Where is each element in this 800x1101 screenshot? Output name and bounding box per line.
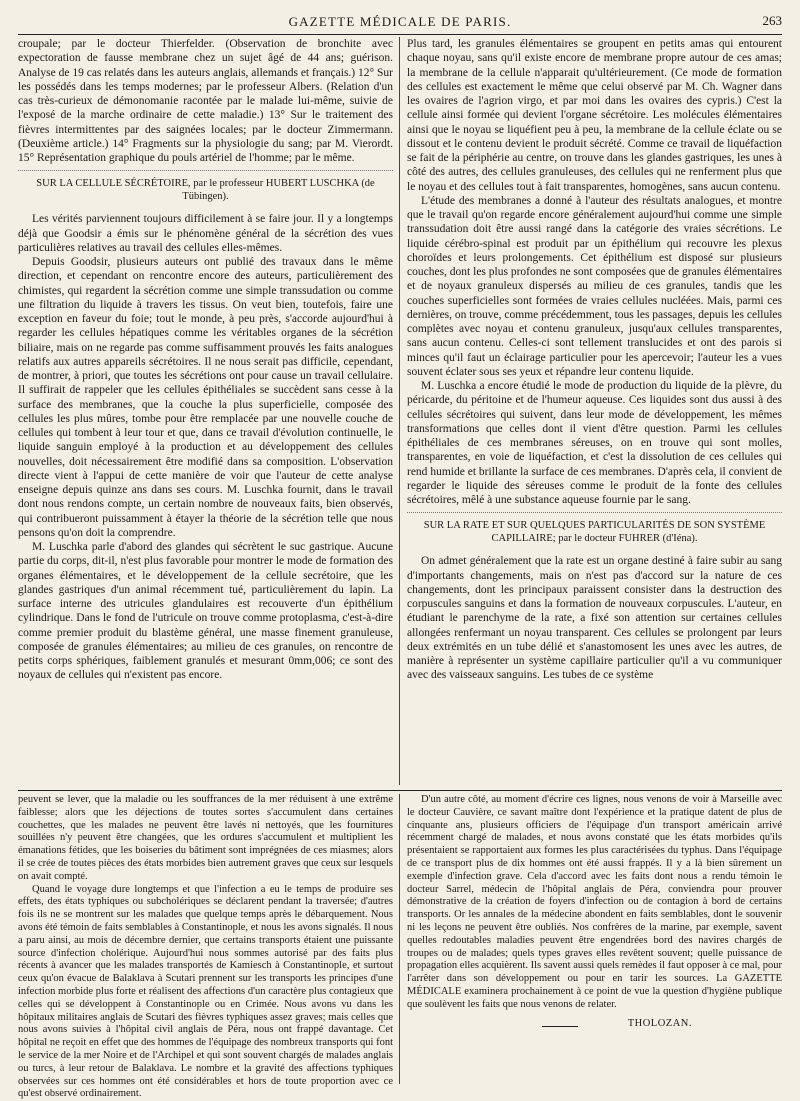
article-heading-luschka: SUR LA CELLULE SÉCRÉTOIRE, par le professeur HUBERT LUSCHKA (de Tübingen).: [36, 178, 375, 203]
paragraph: M. Luschka a encore étudié le mode de production du liquide de la plèvre, du péricarde, du péritoine et de l'humeur aqueuse. Ces liquides sont dus aussi à des cellules sécrétoires qui suivent, dans leur mode de développement, les mêmes transformations que celles dont il vient d'être question. Parmi les cellules épithéliales de ces membranes séreuses, on en trouve qui sont molles, transparentes, en voie de liquéfaction, et c'est la dissolution de ces cellules qui rend humide et brillante la surface de ces membranes. D'après cela, il convient de regarder le liquide des séreuses comme le produit de la fonte des cellules sécrétoires, mêlé à une substance aqueuse fournie par le sang.: [407, 380, 782, 506]
lower-right-column: [400, 794, 782, 1084]
article-heading-fuhrer: SUR LA RATE ET SUR QUELQUES PARTICULARITÉS DE SON SYSTÈME CAPILLAIRE; par le docteur FUHRER (d'Iéna).: [423, 520, 766, 545]
section-divider: [407, 512, 782, 513]
upper-left-column: [18, 37, 400, 785]
lower-columns: [18, 790, 782, 1100]
signature-row: [407, 1012, 782, 1034]
page-number: 263: [762, 13, 782, 28]
journal-title: GAZETTE MÉDICALE DE PARIS.: [288, 14, 512, 29]
paragraph: On admet généralement que la rate est un organe destiné à faire subir au sang d'importants changements, mais on n'est pas d'accord sur la nature de ces changements, dont les principaux paraissent consister dans la destruction des corpuscules sanguins et dans la formation de nouveaux corpuscules. L'auteur, en étudiant le parenchyme de la rate, a fixé son attention sur certaines cellules allongées renfermant un noyau transparent. Ces cellules se prolongent par leurs deux extrémités en un tube délié et s'anastomosent les unes avec les autres, de manière à représenter un système capillaire particulier qu'il a vu communiquer avec des vaisseaux sanguins. Les tubes de ce système: [407, 555, 782, 682]
paragraph: Plus tard, les granules élémentaires se groupent en petits amas qui entourent chaque noyau, sans qu'il existe encore de membrane propre autour de ces amas; la membrane de la cellule n'apparait qu'ultérieurement. (Ce mode de formation des cellules est exactement le même que celui observé par M. Ch. Wagner dans les ovaires de l'agrion virgo, et par moi dans les ovaires des cypris.) C'est la cellule ainsi formée qui devient l'organe sécrétoire. Les molécules élémentaires ainsi que le noyau se liquéfient peu à peu, la membrane de la cellule éclate ou se dissout et le contenu devient le produit sécrété. Comme ce travail de liquéfaction se fait de la périphérie au centre, on trouve dans les glandes gastriques, les unes à côté des autres, des cellules granuleuses, des cellules qui ne renferment plus que le noyau et des cellules tout à fait transparentes, homogènes, sans aucun contenu.: [407, 38, 782, 193]
paragraph: D'un autre côté, au moment d'écrire ces lignes, nous venons de voir à Marseille avec le docteur Cauvière, ce savant maître dont l'expérience et la pratique datent de plus de cinquante ans, plusieurs officiers de l'équipage d'un transport américain arrivé récemment chargé de malades, et nous avons constaté que les états morbides qu'ils présentaient se rapportaient aux formes les plus caractérisées du typhus. Dans l'équipage de ce transport plus de dix hommes ont été aussi frappés. Il y a là bien sûrement un exemple d'infection grave. Cela d'accord avec les faits dont nous a rendu témoin le docteur Sarrel, médecin de l'hôpital anglais de Péra, conviendra pour prouver démonstrative de la création de foyers d'infection ou de contagion à bord de certains transports. Or les annales de la médecine abondent en faits semblables, dont le souvenir ni les leçons ne peuvent être oubliés. Nos confrères de la marine, par exemple, savent quelles redoutables maladies peuvent être engendrées bord des navires chargés de troupes ou de malades; quels types graves elles revêtent souvent; quelle puissance de propagation elles acquièrent. Ils savent aussi quels remèdes il faut opposer à ce mal, pour l'arrêter dans son développement ou pour en tarir les sources. La GAZETTE MÉDICALE examinera prochainement à ce point de vue la question d'hygiène publique que soulèvent les faits que nous venons de relater.: [407, 794, 782, 1010]
upper-columns: [18, 37, 782, 785]
paragraph: peuvent se lever, que la maladie ou les souffrances de la mer réduisent à une extrême faiblesse; alors que les déjections de toutes sortes s'accumulent dans certaines couchettes, que les malades ne peuvent être lavés ni nettoyés, que les fournitures souillées n'y peuvent être changées, que les ordures s'accumulent et multiplient les émanations fétides, que les boiseries du bâtiment sont imprégnées de ces miasmes; alors il se crée de toutes pièces des états morbides bien autrement graves que ceux sur lesquels on avait compté.: [18, 794, 393, 882]
short-rule: [542, 1026, 578, 1027]
page-header: [18, 10, 782, 35]
lower-left-column: [18, 794, 400, 1100]
upper-right-column: [400, 37, 782, 785]
author-signature: THOLOZAN.: [627, 1017, 692, 1029]
newspaper-page: [18, 10, 782, 1100]
paragraph: Depuis Goodsir, plusieurs auteurs ont publié des travaux dans le même direction, et cependant on rencontre encore des auteurs, particulièrement des chimistes, qui regardent la sécrétion comme une simple transsudation ou comme une filtration du liquide à travers les tissus. On veut bien, toutefois, faire une exception en faveur du foie; tout le monde, à peu près, s'accorde aujourd'hui à regarder les cellules hépatiques comme les véritables organes de la sécrétion biliaire, mais on ne regarde pas comme suffisamment prouvés les faits analogues relatifs aux autres appareils sécrétoires. Il ne nous serait pas difficile, cependant, de montrer, à priori, que toutes les sécrétions ont pour cause un travail cellulaire. Il suffirait de rappeler que les cellules épithéliales se succèdent sans cesse à la surface des membranes, que la couche la plus superficielle, composée des cellules les plus mûres, tombe pour être remplacée par une nouvelle couche de cellules qui tombent à leur tour et que, dans ce travail d'évolution continuelle, le liquide sanguin employé à la production et au développement des cellules nouvelles, doit nécessairement être modifié dans sa composition. L'observation directe vient à l'appui de cette manière de voir que l'auteur de cette analyse enseigne depuis quinze ans dans ses cours. M. Luschka fournit, dans le travail dont nous rendons compte, un certain nombre de nouveaux faits, bien observés, qui contribueront puissamment à étayer la théorie de la sécrétion telle que nous pensons qu'on doit la comprendre.: [18, 256, 393, 539]
paragraph: Les vérités parviennent toujours difficilement à se faire jour. Il y a longtemps déjà que Goodsir a émis sur le phénomène général de la sécrétion des vues particulières relatives au travail des cellules elles-mêmes.: [18, 213, 393, 254]
section-divider: [18, 170, 393, 171]
paragraph: M. Luschka parle d'abord des glandes qui sécrètent le suc gastrique. Aucune partie du corps, dit-il, n'est plus favorable pour montrer le mode de formation des organes élémentaires, et le développement de la cellule secrétoire, que les glandes gastriques d'un animal récemment tué, particulièrement du lapin. La surface interne des utricules glandulaires est recouverte d'un épithélium cylindrique. Dans le fond de l'utricule on trouve comme protoplasma, c'est-à-dire comme premier produit du blastème général, une masse finement granuleuse, composée de granules élémentaires; au milieu de ces granules, on rencontre de petits corps sphériques, faiblement granulés et mesurant 0mm,006; ce sont des noyaux de cellules qui n'existent pas encore.: [18, 541, 393, 682]
article-list-continued: croupale; par le docteur Thierfelder. (Observation de bronchite avec expectoration de fausse membrane chez un sujet âgé de 44 ans; guérison. Analyse de 19 cas relatés dans les auteurs anglais, allemands et français.) 12° Sur les possédés dans les temps modernes; par le professeur Albers. (Relation d'un cas très-curieux de démonomanie racontée par le malade lui-même, suivie de l'exposé de la marche ordinaire de cette maladie.) 13° Sur le traitement des fièvres intermittentes par des saignées locales; par le docteur Zimmermann. (Deuxième article.) 14° Fragments sur la physiologie du sang; par M. Vierordt. 15° Représentation graphique du pouls artériel de l'homme; par le même.: [18, 38, 393, 164]
paragraph: L'étude des membranes a donné à l'auteur des résultats analogues, et montre que le travail qu'on regarde encore généralement aujourd'hui comme une simple transsudation doit être aussi rangé dans la catégorie des vraies sécrétions. Le liquide cérébro-spinal est produit par un épithélium qui recouvre les plexus choroïdes et leurs prolongements. Cet épithélium est disposé sur plusieurs couches, dont les plus profondes ne sont composées que de granules élémentaires et de noyaux granuleux dispersés au milieu de ces granules, tandis que les couches superficielles sont formées de vraies cellules nucléées. Mais, parmi ces dernières, on trouve, comme précédemment, tous les passages, depuis les cellules complètes avec noyau et contenu granuleux, jusqu'aux cellules transparentes, sans aucun contenu. Celles-ci sont tellement translucides et ont des parois si minces qu'il faut un éclairage particulier pour les apercevoir; l'auteur les a vues souvent éclater sous ses yeux et répandre leur contenu liquide.: [407, 194, 782, 378]
paragraph: Quand le voyage dure longtemps et que l'infection a eu le temps de produire ses effets, des états typhiques ou subcholériques se déclarent pendant la traversée; d'autres fois ils ne se montrent sur les malades que quelque temps après le débarquement. Nous avons été témoin de faits semblables à Constantinople, et nous les avons signalés. Il nous a paru ainsi, au mois de décembre dernier, que certains transports étaient une puissante source d'infection cholérique. Aujourd'hui nous sommes autorisé par des faits plus récents à avancer que les malades transportés de Kamiesch à Constantinople, et surtout ceux qu'on évacue de Balaklava à Scutari prennent sur les transports les principes d'une infection morbide plus forte et réalisent des affections d'un caractère plus contagieux que celles qui se développent à Constantinople ou en Crimée. Nous avons vu dans les hôpitaux militaires anglais de Scutari des fièvres typhiques assez graves; mais celles que nous avons suivies à l'hôpital civil anglais de Péra, nous ont frappé davantage. Cet hôpital ne reçoit en effet que des hommes de l'équipage des nombreux transports qui font le service de la mer Noire et de l'Archipel et qui sont souvent chargés de malades anglais ou turcs, à leur retour de Balaklava. Le nombre et la gravité des affections typhiques observées sur ces hommes ont été considérables et hors de toute proportion avec ce qu'est observé ordinairement.: [18, 883, 393, 1100]
